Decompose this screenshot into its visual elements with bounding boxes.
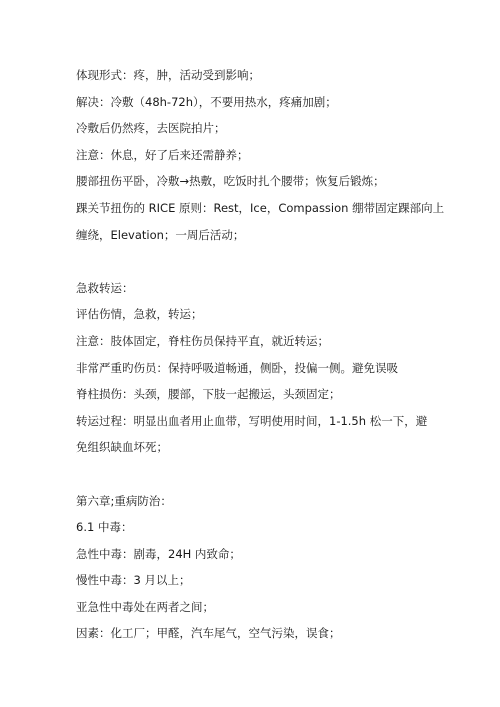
blank-line xyxy=(76,248,436,275)
text-line: 因素：化工厂；甲醛，汽车尾气，空气污染，误食； xyxy=(76,626,341,641)
text-line: 冷敷后仍然疼，去医院拍片； xyxy=(76,121,226,136)
text-line: 解决：冷敷（48h-72h），不要用热水，疼痛加剧； xyxy=(76,94,337,109)
text-line: 免组织缺血坏死； xyxy=(76,440,168,455)
section-heading: 急救转运： xyxy=(76,280,134,295)
text-line: 注意：肢体固定，脊柱伤员保持平直，就近转运； xyxy=(76,333,329,348)
text-line: 缠绕，Elevation；一周后活动； xyxy=(76,227,245,242)
text-line: 体现形式：疼，肿，活动受到影响； xyxy=(76,68,260,82)
document-body xyxy=(76,62,445,647)
chapter-heading: 第六章;重病防治： xyxy=(76,493,172,508)
text-line: 腰部扭伤平卧，冷敷→热敷，吃饭时扎个腰带；恢复后锻炼； xyxy=(76,174,385,189)
text-line: 急性中毒：剧毒，24H 内致命； xyxy=(76,546,241,561)
blank-line xyxy=(76,461,436,488)
text-line: 亚急性中毒处在两者之间； xyxy=(76,599,214,614)
text-line: 踝关节扭伤的 RICE 原则：Rest，Ice，Compassion 绷带固定踝部向上 xyxy=(76,200,445,215)
text-line: 注意：休息，好了后来还需静养； xyxy=(76,147,249,162)
text-line: 非常严重旳伤员：保持呼吸道畅通，侧卧，投偏一侧。避免误吸 xyxy=(76,360,398,375)
text-line: 脊柱损伤：头颈，腰部，下肢一起搬运，头颈固定； xyxy=(76,387,341,402)
text-line: 评估伤情，急救，转运； xyxy=(76,307,203,322)
text-line: 转运过程：明显出血者用止血带，写明使用时间，1-1.5h 松一下，避 xyxy=(76,413,428,428)
subsection-heading: 6.1 中毒： xyxy=(76,520,133,535)
text-line: 慢性中毒：3 月以上； xyxy=(76,573,191,588)
